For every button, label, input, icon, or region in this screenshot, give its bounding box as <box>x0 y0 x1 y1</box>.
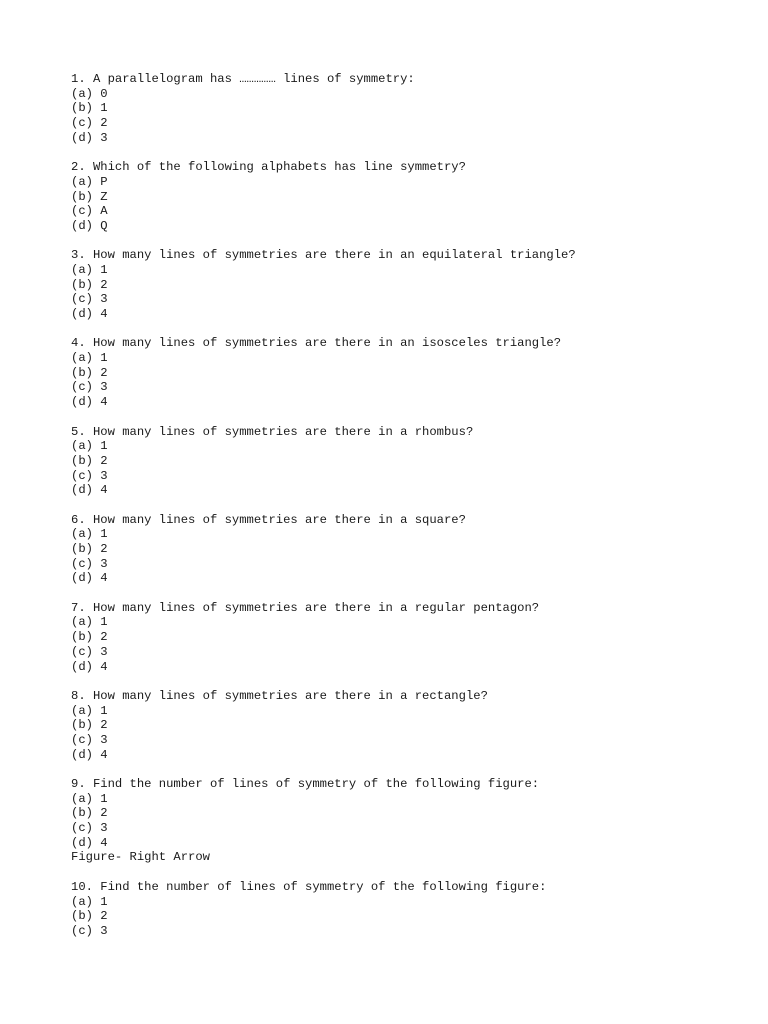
question-text: 5. How many lines of symmetries are there in a rhombus? <box>71 424 474 439</box>
question-8 <box>71 689 731 762</box>
option-d: (d) 4 <box>71 395 108 410</box>
option-b: (b) 2 <box>71 909 108 924</box>
option-d: (d) Q <box>71 218 108 233</box>
option-c: (c) 3 <box>71 923 108 938</box>
option-b: (b) 2 <box>71 542 108 556</box>
question-text: 2. Which of the following alphabets has line symmetry? <box>71 160 466 175</box>
question-4 <box>71 336 731 409</box>
option-a: (a) 1 <box>71 439 108 454</box>
question-text: 4. How many lines of symmetries are there in an isosceles triangle? <box>71 336 562 351</box>
option-b: (b) 2 <box>71 718 108 733</box>
option-b: (b) 1 <box>71 101 108 116</box>
option-d: (d) 4 <box>71 483 108 498</box>
option-d: (d) 4 <box>71 307 108 321</box>
question-text: 3. How many lines of symmetries are there in an equilateral triangle? <box>71 248 576 263</box>
option-d: (d) 4 <box>71 571 108 586</box>
question-1 <box>71 72 731 145</box>
question-text: 6. How many lines of symmetries are there in a square? <box>71 512 466 527</box>
question-3 <box>71 248 731 321</box>
question-9 <box>71 777 731 865</box>
option-a: (a) 1 <box>71 351 108 366</box>
option-a: (a) 1 <box>71 791 108 806</box>
question-5 <box>71 425 731 498</box>
option-c: (c) 3 <box>71 821 108 836</box>
option-d: (d) 4 <box>71 835 108 850</box>
option-b: (b) 2 <box>71 277 108 292</box>
option-d: (d) 4 <box>71 747 108 762</box>
question-10 <box>71 880 731 939</box>
option-c: (c) 3 <box>71 556 108 571</box>
option-a: (a) 1 <box>71 527 108 542</box>
option-b: (b) Z <box>71 189 108 204</box>
option-b: (b) 2 <box>71 630 108 645</box>
question-7 <box>71 601 731 674</box>
option-c: (c) 2 <box>71 116 108 131</box>
option-c: (c) 3 <box>71 468 108 483</box>
option-a: (a) P <box>71 174 108 189</box>
option-c: (c) 3 <box>71 292 108 307</box>
option-a: (a) 0 <box>71 86 108 101</box>
question-text: 10. Find the number of lines of symmetry of the following figure: <box>71 879 547 894</box>
question-2 <box>71 160 731 233</box>
option-c: (c) 3 <box>71 380 108 395</box>
figure-note: Figure- Right Arrow <box>71 850 210 865</box>
option-b: (b) 2 <box>71 365 108 380</box>
question-text: 1. A parallelogram has …………… lines of symmetry: <box>71 72 415 86</box>
option-d: (d) 4 <box>71 659 108 674</box>
option-a: (a) 1 <box>71 703 108 718</box>
option-b: (b) 2 <box>71 453 108 468</box>
option-c: (c) 3 <box>71 644 108 659</box>
option-c: (c) A <box>71 204 108 219</box>
question-text: 8. How many lines of symmetries are there in a rectangle? <box>71 688 488 703</box>
question-6 <box>71 513 731 586</box>
option-b: (b) 2 <box>71 806 108 821</box>
document-page <box>71 72 731 953</box>
option-d: (d) 3 <box>71 130 108 145</box>
option-a: (a) 1 <box>71 262 108 277</box>
option-a: (a) 1 <box>71 894 108 909</box>
option-c: (c) 3 <box>71 732 108 747</box>
question-text: 7. How many lines of symmetries are there in a regular pentagon? <box>71 600 540 615</box>
option-a: (a) 1 <box>71 615 108 630</box>
question-text: 9. Find the number of lines of symmetry of the following figure: <box>71 777 540 791</box>
